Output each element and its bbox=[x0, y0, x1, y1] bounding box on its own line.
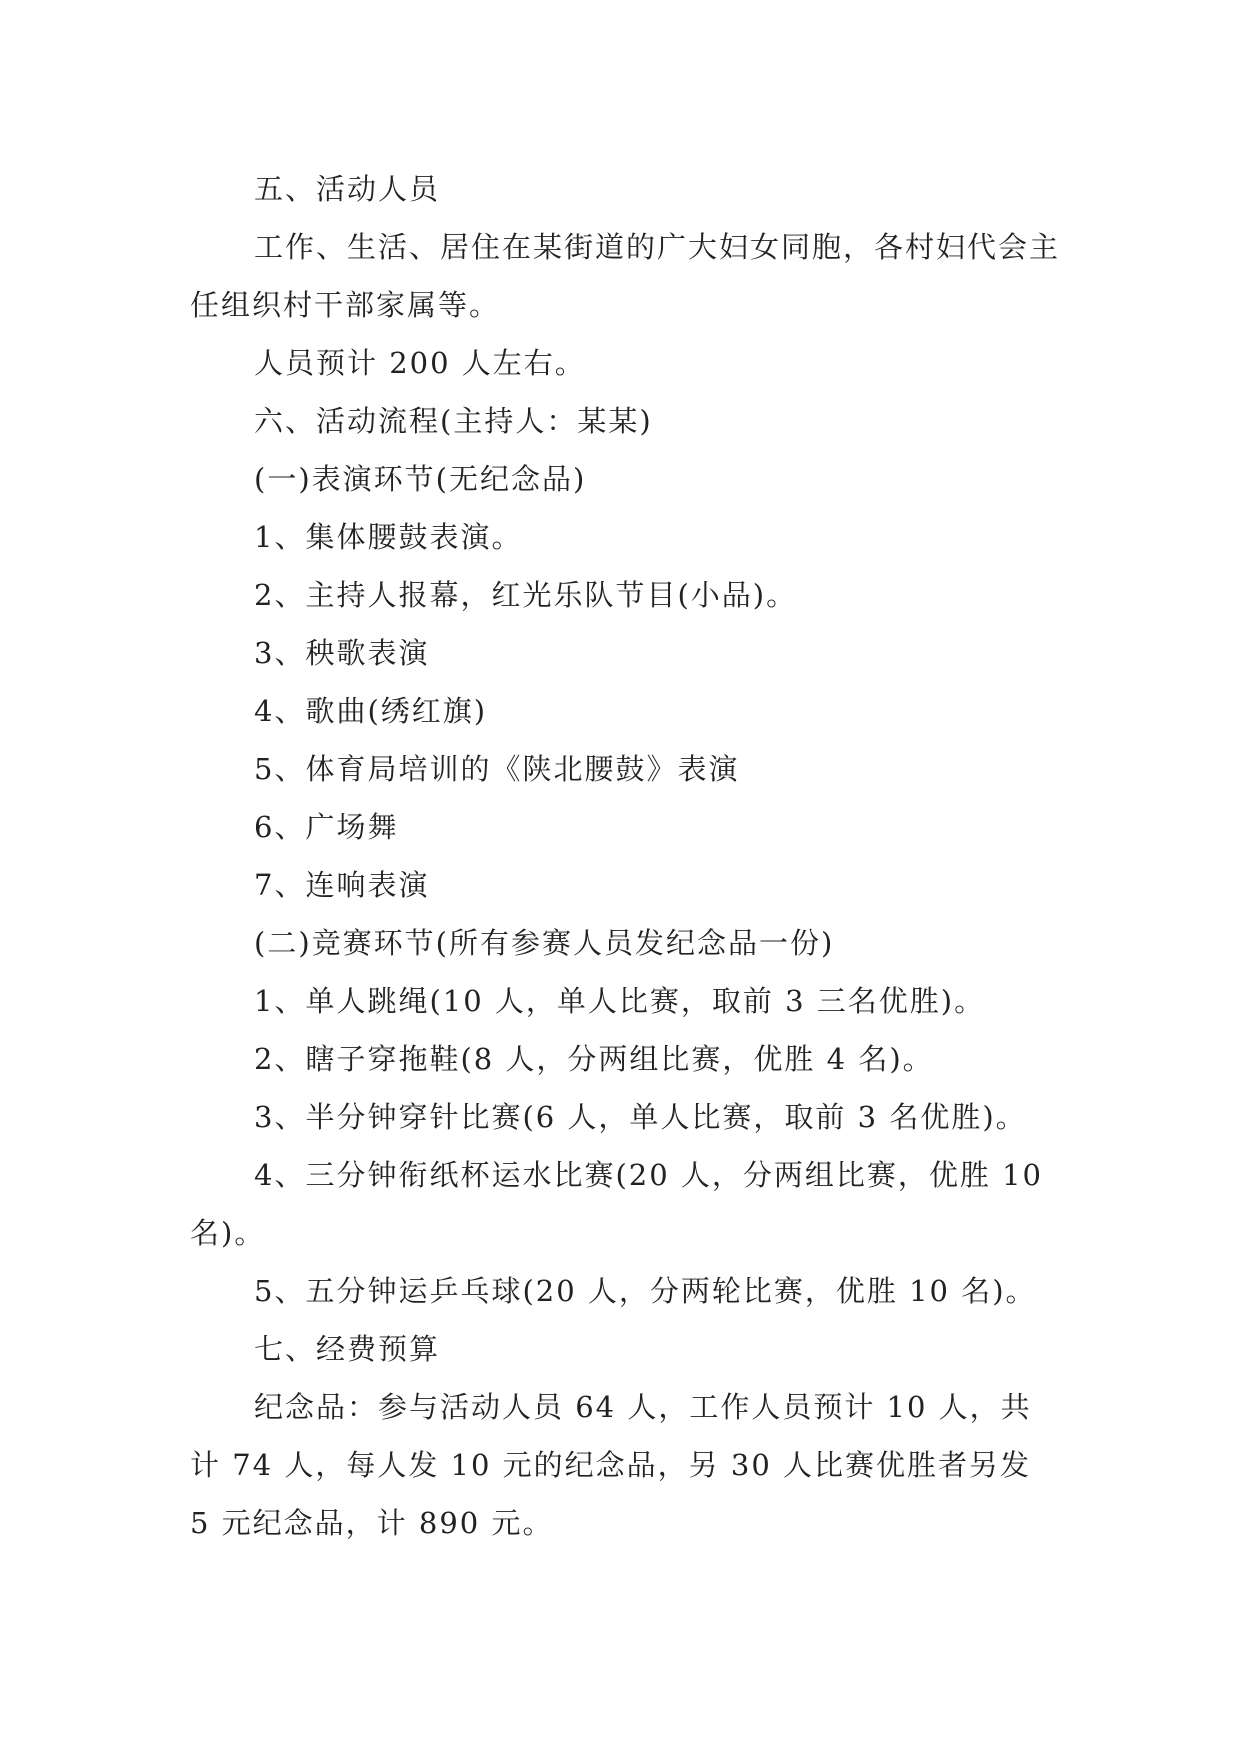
list-item: 2、主持人报幕，红光乐队节目(小品)。 bbox=[254, 578, 798, 612]
list-item: 3、秧歌表演 bbox=[254, 636, 430, 670]
list-item: 6、广场舞 bbox=[254, 810, 399, 844]
list-item: 5、体育局培训的《陕北腰鼓》表演 bbox=[254, 752, 740, 786]
list-item: 2、瞎子穿拖鞋(8 人，分两组比赛，优胜 4 名)。 bbox=[254, 1042, 934, 1076]
document-body bbox=[190, 160, 1060, 1552]
list-item: 5、五分钟运乒乓球(20 人，分两轮比赛，优胜 10 名)。 bbox=[254, 1274, 1037, 1308]
list-item: 4、三分钟衔纸杯运水比赛(20 人，分两组比赛，优胜 10 名)。 bbox=[190, 1158, 1044, 1250]
subheading-competition: (二)竞赛环节(所有参赛人员发纪念品一份) bbox=[254, 926, 835, 960]
section-heading-budget: 七、经费预算 bbox=[254, 1332, 441, 1366]
paragraph-participants: 工作、生活、居住在某街道的广大妇女同胞，各村妇代会主任组织村干部家属等。 bbox=[190, 230, 1061, 322]
paragraph-headcount: 人员预计 200 人左右。 bbox=[254, 346, 586, 380]
list-item: 4、歌曲(绣红旗) bbox=[254, 694, 488, 728]
section-heading-personnel: 五、活动人员 bbox=[254, 172, 441, 206]
list-item: 7、连响表演 bbox=[254, 868, 430, 902]
list-item: 3、半分钟穿针比赛(6 人，单人比赛，取前 3 名优胜)。 bbox=[254, 1100, 1027, 1134]
section-heading-process: 六、活动流程(主持人：某某) bbox=[254, 404, 653, 438]
paragraph-budget: 纪念品：参与活动人员 64 人，工作人员预计 10 人，共计 74 人，每人发 10 元的纪念品，另 30 人比赛优胜者另发 5 元纪念品，计 890 元。 bbox=[190, 1390, 1032, 1540]
subheading-performance: (一)表演环节(无纪念品) bbox=[254, 462, 587, 496]
list-item: 1、单人跳绳(10 人，单人比赛，取前 3 三名优胜)。 bbox=[254, 984, 986, 1018]
list-item: 1、集体腰鼓表演。 bbox=[254, 520, 523, 554]
